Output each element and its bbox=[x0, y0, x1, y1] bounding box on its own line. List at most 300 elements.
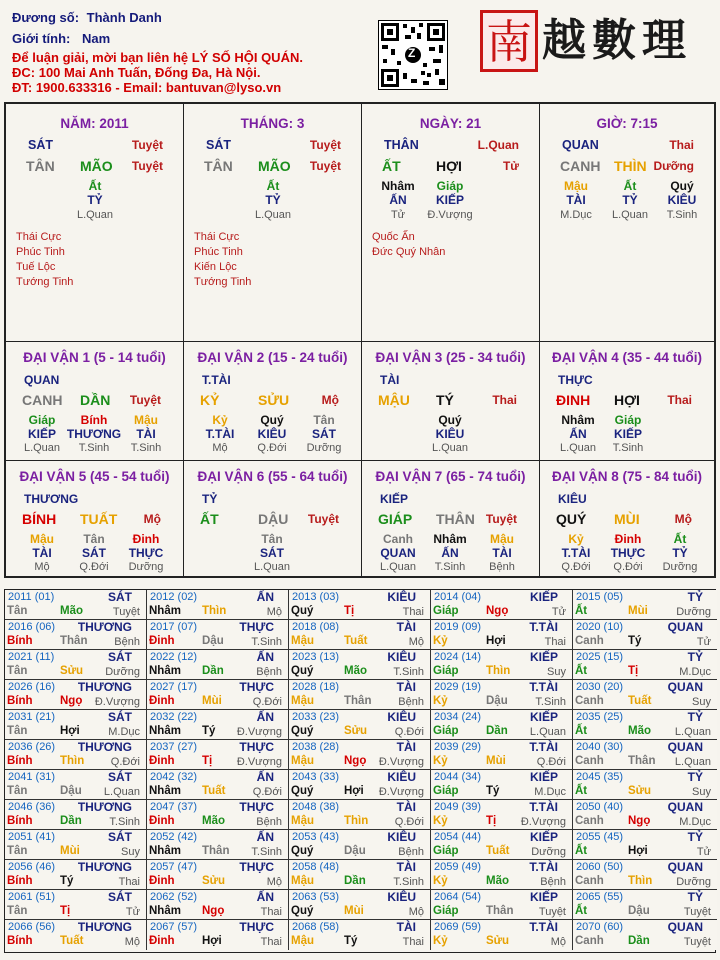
year-stem: Ất bbox=[575, 605, 588, 617]
year-ten-god: QUAN bbox=[667, 680, 703, 694]
hidden-stem: Đinh bbox=[614, 532, 642, 546]
hidden-phase: L.Quan bbox=[611, 209, 649, 221]
year-branch: Thân bbox=[628, 755, 656, 767]
year-phase: Mộ bbox=[124, 936, 140, 948]
year-cell[interactable] bbox=[431, 710, 573, 740]
year-ten-god: ẤN bbox=[256, 710, 274, 724]
year-branch: Dậu bbox=[344, 845, 366, 857]
dai-van-cell-8[interactable] bbox=[540, 461, 714, 576]
year-cell[interactable] bbox=[147, 680, 289, 710]
year-ten-god: KIẾP bbox=[529, 650, 558, 664]
year-cell[interactable] bbox=[289, 650, 431, 680]
year-cell[interactable] bbox=[5, 590, 147, 620]
year-ten-god: T.TÀI bbox=[529, 620, 558, 634]
year-cell[interactable] bbox=[147, 830, 289, 860]
hidden-stem: Ất bbox=[623, 179, 637, 193]
year-ten-god: KIÊU bbox=[387, 770, 416, 784]
hidden-phase: Dưỡng bbox=[306, 442, 342, 454]
year-phase: Q.Đới bbox=[394, 816, 424, 828]
year-branch: Tuất bbox=[628, 695, 652, 707]
year-branch: Hợi bbox=[628, 845, 648, 857]
pillar-status-mid: Tuyệt bbox=[309, 159, 341, 173]
year-phase: Mộ bbox=[408, 636, 424, 648]
year-label: 2037 (27) bbox=[150, 741, 198, 753]
year-stem: Ất bbox=[575, 725, 588, 737]
year-ten-god: SÁT bbox=[108, 650, 132, 664]
year-cell[interactable] bbox=[5, 770, 147, 800]
year-branch: Sửu bbox=[202, 875, 226, 887]
year-phase: M.Dục bbox=[108, 726, 140, 738]
year-cell[interactable] bbox=[431, 770, 573, 800]
hidden-phase: Dưỡng bbox=[662, 561, 698, 573]
year-cell[interactable] bbox=[431, 680, 573, 710]
year-branch: Tị bbox=[60, 905, 71, 917]
year-cell[interactable] bbox=[573, 830, 717, 860]
year-stem: Ất bbox=[575, 665, 588, 677]
hidden-stem: Giáp bbox=[28, 413, 56, 427]
year-label: 2020 (10) bbox=[576, 621, 624, 633]
pillar-title: NĂM: 2011 bbox=[60, 116, 129, 131]
hidden-phase: L.Quan bbox=[76, 209, 114, 221]
year-cell[interactable] bbox=[573, 620, 717, 650]
year-branch: Mão bbox=[202, 815, 225, 827]
year-cell[interactable] bbox=[573, 680, 717, 710]
year-label: 2059 (49) bbox=[434, 861, 482, 873]
year-stem: Kỷ bbox=[433, 875, 448, 887]
year-stem: Đinh bbox=[149, 935, 175, 947]
year-branch: Dần bbox=[486, 725, 508, 737]
year-phase: Q.Đới bbox=[252, 696, 282, 708]
address-line: ĐC: 100 Mai Anh Tuấn, Đống Đa, Hà Nội. bbox=[12, 65, 261, 80]
year-cell[interactable] bbox=[289, 860, 431, 890]
year-phase: Tử bbox=[125, 906, 140, 918]
year-stem: Quý bbox=[291, 845, 314, 857]
year-label: 2026 (16) bbox=[8, 681, 56, 693]
year-branch: Mùi bbox=[628, 605, 648, 617]
year-label: 2067 (57) bbox=[150, 921, 198, 933]
year-cell[interactable] bbox=[573, 800, 717, 830]
year-cell[interactable] bbox=[289, 920, 431, 950]
year-branch: Ngọ bbox=[628, 815, 651, 827]
pillar-star: Thái Cực bbox=[194, 231, 240, 243]
dai-van-ten-god: KIẾP bbox=[380, 492, 409, 506]
dai-van-cell-5[interactable] bbox=[6, 461, 184, 576]
year-phase: Q.Đới bbox=[110, 756, 140, 768]
year-cell[interactable] bbox=[147, 650, 289, 680]
year-phase: Tuyệt bbox=[112, 606, 140, 618]
year-phase: Thai bbox=[544, 636, 566, 648]
year-stem: Mậu bbox=[291, 815, 314, 827]
year-ten-god: KIÊU bbox=[387, 650, 416, 664]
hidden-ten-god: THƯƠNG bbox=[66, 427, 122, 441]
year-phase: Bệnh bbox=[114, 636, 140, 648]
year-stem: Kỷ bbox=[433, 695, 448, 707]
year-stem: Nhâm bbox=[149, 845, 181, 857]
hidden-stem: Giáp bbox=[614, 413, 642, 427]
year-cell[interactable] bbox=[5, 920, 147, 950]
year-cell[interactable] bbox=[431, 860, 573, 890]
year-cell[interactable] bbox=[5, 800, 147, 830]
dai-van-status: Mộ bbox=[674, 512, 692, 526]
year-label: 2016 (06) bbox=[8, 621, 56, 633]
calligraphy-title: 越數理 bbox=[542, 15, 692, 66]
year-ten-god: THỰC bbox=[239, 680, 274, 694]
hidden-ten-god: ẤN bbox=[389, 193, 407, 207]
year-cell[interactable] bbox=[5, 740, 147, 770]
year-cell[interactable] bbox=[431, 650, 573, 680]
pillar-cell-2[interactable] bbox=[362, 104, 540, 342]
year-cell[interactable] bbox=[5, 680, 147, 710]
year-label: 2070 (60) bbox=[576, 921, 624, 933]
year-phase: T.Sinh bbox=[535, 696, 566, 708]
year-branch: Thìn bbox=[202, 605, 227, 617]
year-branch: Dậu bbox=[628, 905, 650, 917]
hidden-stem: Tân bbox=[83, 532, 105, 546]
year-cell[interactable] bbox=[289, 680, 431, 710]
year-ten-god: T.TÀI bbox=[529, 860, 558, 874]
hidden-ten-god: ẤN bbox=[569, 427, 587, 441]
year-label: 2012 (02) bbox=[150, 591, 198, 603]
year-stem: Kỷ bbox=[433, 935, 448, 947]
year-stem: Nhâm bbox=[149, 905, 181, 917]
dai-van-status: Mộ bbox=[321, 393, 339, 407]
hidden-ten-god: TÀI bbox=[136, 427, 156, 441]
hidden-phase: T.Sinh bbox=[78, 442, 110, 454]
year-cell[interactable] bbox=[147, 890, 289, 920]
hidden-phase: T.Sinh bbox=[130, 442, 162, 454]
year-stem: Quý bbox=[291, 905, 314, 917]
hidden-ten-god: SÁT bbox=[260, 546, 284, 560]
red-seal bbox=[480, 10, 538, 72]
year-label: 2044 (34) bbox=[434, 771, 482, 783]
dai-van-cell-7[interactable] bbox=[362, 461, 540, 576]
year-cell[interactable] bbox=[147, 800, 289, 830]
year-phase: T.Sinh bbox=[251, 636, 282, 648]
year-ten-god: TỶ bbox=[687, 650, 703, 664]
year-ten-god: ẤN bbox=[256, 650, 274, 664]
hidden-stem: Quý bbox=[438, 413, 462, 427]
year-ten-god: KIẾP bbox=[529, 830, 558, 844]
hidden-ten-god: THỰC bbox=[610, 546, 646, 560]
year-ten-god: ẤN bbox=[256, 770, 274, 784]
dai-van-cell-2[interactable] bbox=[184, 342, 362, 461]
year-ten-god: QUAN bbox=[667, 620, 703, 634]
year-stem: Bính bbox=[7, 635, 33, 647]
year-cell[interactable] bbox=[5, 620, 147, 650]
dai-van-title: ĐẠI VẬN 1 (5 - 14 tuổi) bbox=[23, 350, 166, 365]
year-branch: Thân bbox=[202, 845, 230, 857]
year-label: 2022 (12) bbox=[150, 651, 198, 663]
year-phase: Tuyệt bbox=[683, 936, 711, 948]
year-label: 2015 (05) bbox=[576, 591, 624, 603]
year-cell[interactable] bbox=[5, 830, 147, 860]
hidden-phase: Đ.Vượng bbox=[427, 209, 473, 221]
year-branch: Mão bbox=[628, 725, 651, 737]
gender-value: Nam bbox=[81, 31, 111, 46]
year-ten-god: THƯƠNG bbox=[77, 740, 132, 754]
year-ten-god: TÀI bbox=[396, 920, 416, 934]
year-cell[interactable] bbox=[5, 650, 147, 680]
year-cell[interactable] bbox=[573, 920, 717, 950]
year-phase: Mộ bbox=[266, 606, 282, 618]
year-cell[interactable] bbox=[431, 740, 573, 770]
dai-van-branch: HỢI bbox=[614, 392, 640, 408]
hidden-ten-god: TÀI bbox=[566, 193, 586, 207]
year-ten-god: QUAN bbox=[667, 860, 703, 874]
year-cell[interactable] bbox=[431, 890, 573, 920]
year-label: 2024 (14) bbox=[434, 651, 482, 663]
hidden-phase: Q.Đới bbox=[561, 561, 591, 573]
year-stem: Đinh bbox=[149, 635, 175, 647]
year-label: 2013 (03) bbox=[292, 591, 340, 603]
qr-code[interactable] bbox=[378, 20, 448, 90]
year-ten-god: TỶ bbox=[687, 710, 703, 724]
hidden-phase: Tử bbox=[390, 209, 406, 221]
year-label: 2032 (22) bbox=[150, 711, 198, 723]
year-ten-god: SÁT bbox=[108, 770, 132, 784]
hidden-phase: Mộ bbox=[212, 442, 228, 454]
hidden-phase: Mộ bbox=[34, 561, 50, 573]
dai-van-stem: KỶ bbox=[200, 392, 220, 408]
year-cell[interactable] bbox=[289, 800, 431, 830]
year-ten-god: SÁT bbox=[108, 830, 132, 844]
dai-van-title: ĐẠI VẬN 6 (55 - 64 tuổi) bbox=[197, 469, 348, 484]
year-phase: L.Quan bbox=[674, 726, 711, 738]
year-branch: Mão bbox=[344, 665, 367, 677]
pillar-status-top: Thai bbox=[669, 138, 694, 152]
year-branch: Thìn bbox=[60, 755, 85, 767]
hidden-ten-god: QUAN bbox=[380, 546, 416, 560]
dai-van-title: ĐẠI VẬN 3 (25 - 34 tuổi) bbox=[375, 350, 526, 365]
year-label: 2047 (37) bbox=[150, 801, 198, 813]
dai-van-status: Tuyệt bbox=[129, 393, 161, 407]
year-cell[interactable] bbox=[431, 620, 573, 650]
dai-van-status: Thai bbox=[492, 393, 517, 407]
year-label: 2042 (32) bbox=[150, 771, 198, 783]
year-phase: L.Quan bbox=[103, 786, 140, 798]
year-cell[interactable] bbox=[573, 860, 717, 890]
year-cell[interactable] bbox=[573, 590, 717, 620]
year-ten-god: QUAN bbox=[667, 740, 703, 754]
year-stem: Mậu bbox=[291, 755, 314, 767]
dai-van-stem: CANH bbox=[22, 392, 63, 408]
year-cell[interactable] bbox=[431, 920, 573, 950]
year-ten-god: THỰC bbox=[239, 800, 274, 814]
dai-van-cell-6[interactable] bbox=[184, 461, 362, 576]
pillar-branch: MÃO bbox=[258, 158, 291, 174]
year-cell[interactable] bbox=[147, 710, 289, 740]
hidden-stem: Nhâm bbox=[381, 179, 415, 193]
year-ten-god: KIÊU bbox=[387, 830, 416, 844]
hidden-stem: Kỷ bbox=[212, 413, 228, 427]
year-cell[interactable] bbox=[147, 740, 289, 770]
year-cell[interactable] bbox=[289, 830, 431, 860]
year-stem: Giáp bbox=[433, 665, 459, 677]
year-phase: Thai bbox=[260, 936, 282, 948]
hidden-stem: Quý bbox=[670, 179, 694, 193]
year-branch: Tý bbox=[486, 785, 500, 797]
year-stem: Tân bbox=[7, 785, 28, 797]
pillar-cell-0[interactable] bbox=[6, 104, 184, 342]
year-label: 2043 (33) bbox=[292, 771, 340, 783]
year-cell[interactable] bbox=[289, 770, 431, 800]
year-phase: Q.Đới bbox=[394, 726, 424, 738]
year-ten-god: QUAN bbox=[667, 800, 703, 814]
year-cell[interactable] bbox=[147, 770, 289, 800]
year-cell[interactable] bbox=[289, 620, 431, 650]
hidden-ten-god: T.TÀI bbox=[561, 546, 591, 560]
year-stem: Tân bbox=[7, 845, 28, 857]
year-label: 2066 (56) bbox=[8, 921, 56, 933]
year-stem: Ất bbox=[575, 785, 588, 797]
year-phase: Q.Đới bbox=[252, 786, 282, 798]
year-branch: Thân bbox=[486, 905, 514, 917]
year-stem: Canh bbox=[575, 755, 604, 767]
year-branch: Thìn bbox=[486, 665, 511, 677]
year-ten-god: KIÊU bbox=[387, 710, 416, 724]
hidden-ten-god: KIÊU bbox=[667, 193, 697, 207]
year-label: 2048 (38) bbox=[292, 801, 340, 813]
year-cell[interactable] bbox=[289, 710, 431, 740]
year-stem: Mậu bbox=[291, 875, 314, 887]
year-phase: Thai bbox=[402, 606, 424, 618]
year-phase: Tử bbox=[696, 846, 711, 858]
year-stem: Canh bbox=[575, 635, 604, 647]
dai-van-cell-1[interactable] bbox=[6, 342, 184, 461]
year-ten-god: T.TÀI bbox=[529, 680, 558, 694]
pillar-stem: TÂN bbox=[204, 158, 233, 174]
year-phase: Q.Đới bbox=[536, 756, 566, 768]
year-phase: Mộ bbox=[550, 936, 566, 948]
dai-van-title: ĐẠI VẬN 8 (75 - 84 tuổi) bbox=[551, 469, 703, 484]
year-cell[interactable] bbox=[573, 710, 717, 740]
dai-van-ten-god: QUAN bbox=[24, 373, 60, 387]
year-stem: Bính bbox=[7, 695, 33, 707]
year-cell[interactable] bbox=[147, 860, 289, 890]
year-branch: Hợi bbox=[202, 935, 222, 947]
dai-van-cell-3[interactable] bbox=[362, 342, 540, 461]
year-branch: Sửu bbox=[60, 665, 84, 677]
four-pillars-chart bbox=[4, 102, 716, 578]
hidden-stem: Tân bbox=[313, 413, 335, 427]
owner-label: Đương số: bbox=[12, 10, 80, 25]
year-cell[interactable] bbox=[573, 770, 717, 800]
dai-van-cell-4[interactable] bbox=[540, 342, 714, 461]
year-phase: T.Sinh bbox=[393, 666, 424, 678]
year-ten-god: THƯƠNG bbox=[77, 920, 132, 934]
year-stem: Kỷ bbox=[433, 635, 448, 647]
year-cell[interactable] bbox=[147, 590, 289, 620]
year-label: 2063 (53) bbox=[292, 891, 340, 903]
year-phase: Đ.Vượng bbox=[94, 696, 140, 708]
dai-van-stem: BÍNH bbox=[22, 511, 57, 527]
year-cell[interactable] bbox=[431, 830, 573, 860]
year-stem: Giáp bbox=[433, 785, 459, 797]
pillar-ten-god: SÁT bbox=[206, 138, 231, 152]
year-cell[interactable] bbox=[5, 860, 147, 890]
year-ten-god: SÁT bbox=[108, 710, 132, 724]
year-label: 2028 (18) bbox=[292, 681, 340, 693]
year-ten-god: TỶ bbox=[687, 590, 703, 604]
pillar-star: Tướng Tinh bbox=[16, 276, 74, 288]
hidden-stem: Canh bbox=[383, 532, 413, 546]
year-cell[interactable] bbox=[431, 800, 573, 830]
hidden-phase: T.Sinh bbox=[434, 561, 466, 573]
year-cell[interactable] bbox=[289, 740, 431, 770]
year-stem: Kỷ bbox=[433, 755, 448, 767]
year-stem: Quý bbox=[291, 605, 314, 617]
year-branch: Ngọ bbox=[344, 755, 367, 767]
year-cell[interactable] bbox=[147, 620, 289, 650]
hidden-stem: Tân bbox=[261, 532, 283, 546]
year-label: 2040 (30) bbox=[576, 741, 624, 753]
dai-van-status: Mộ bbox=[143, 512, 161, 526]
pillar-cell-3[interactable] bbox=[540, 104, 714, 342]
year-cell[interactable] bbox=[431, 590, 573, 620]
pillar-status-top: Tuyệt bbox=[309, 138, 341, 152]
year-branch: Mùi bbox=[486, 755, 506, 767]
year-phase: Tuyệt bbox=[683, 906, 711, 918]
year-ten-god: T.TÀI bbox=[529, 800, 558, 814]
hidden-stem: Nhâm bbox=[433, 532, 467, 546]
year-cell[interactable] bbox=[289, 890, 431, 920]
year-branch: Hợi bbox=[60, 725, 80, 737]
year-phase: M.Dục bbox=[534, 786, 566, 798]
year-cell[interactable] bbox=[5, 890, 147, 920]
hidden-ten-god: SÁT bbox=[82, 546, 106, 560]
pillar-stem: CANH bbox=[560, 158, 601, 174]
year-ten-god: ẤN bbox=[256, 590, 274, 604]
dai-van-title: ĐẠI VẬN 7 (65 - 74 tuổi) bbox=[375, 469, 526, 484]
year-ten-god: THỰC bbox=[239, 620, 274, 634]
year-branch: Mùi bbox=[344, 905, 364, 917]
pillar-cell-1[interactable] bbox=[184, 104, 362, 342]
pillar-star: Phúc Tinh bbox=[16, 246, 65, 258]
hidden-ten-god: KIÊU bbox=[257, 427, 287, 441]
hidden-phase: Q.Đới bbox=[613, 561, 643, 573]
year-branch: Ngọ bbox=[486, 605, 509, 617]
year-cell[interactable] bbox=[573, 650, 717, 680]
year-label: 2023 (13) bbox=[292, 651, 340, 663]
year-cell[interactable] bbox=[573, 740, 717, 770]
year-label: 2055 (45) bbox=[576, 831, 624, 843]
hidden-ten-god: KIẾP bbox=[435, 193, 464, 207]
year-ten-god: KIẾP bbox=[529, 710, 558, 724]
year-phase: Thai bbox=[118, 876, 140, 888]
year-cell[interactable] bbox=[5, 710, 147, 740]
year-branch: Thân bbox=[344, 695, 372, 707]
year-cell[interactable] bbox=[147, 920, 289, 950]
year-cell[interactable] bbox=[573, 890, 717, 920]
pillar-star: Phúc Tinh bbox=[194, 246, 243, 258]
dai-van-branch: THÂN bbox=[436, 511, 475, 527]
year-ten-god: THƯƠNG bbox=[77, 680, 132, 694]
year-branch: Tý bbox=[202, 725, 216, 737]
year-ten-god: T.TÀI bbox=[529, 740, 558, 754]
year-cell[interactable] bbox=[289, 590, 431, 620]
year-stem: Canh bbox=[575, 935, 604, 947]
year-label: 2017 (07) bbox=[150, 621, 198, 633]
year-ten-god: THƯƠNG bbox=[77, 800, 132, 814]
year-branch: Sửu bbox=[628, 785, 652, 797]
year-ten-god: QUAN bbox=[667, 920, 703, 934]
year-branch: Sửu bbox=[486, 935, 510, 947]
hidden-stem: Mậu bbox=[564, 179, 588, 193]
year-phase: Tuyệt bbox=[538, 906, 566, 918]
year-branch: Tuất bbox=[486, 845, 510, 857]
year-label: 2065 (55) bbox=[576, 891, 624, 903]
year-phase: Bệnh bbox=[256, 816, 282, 828]
